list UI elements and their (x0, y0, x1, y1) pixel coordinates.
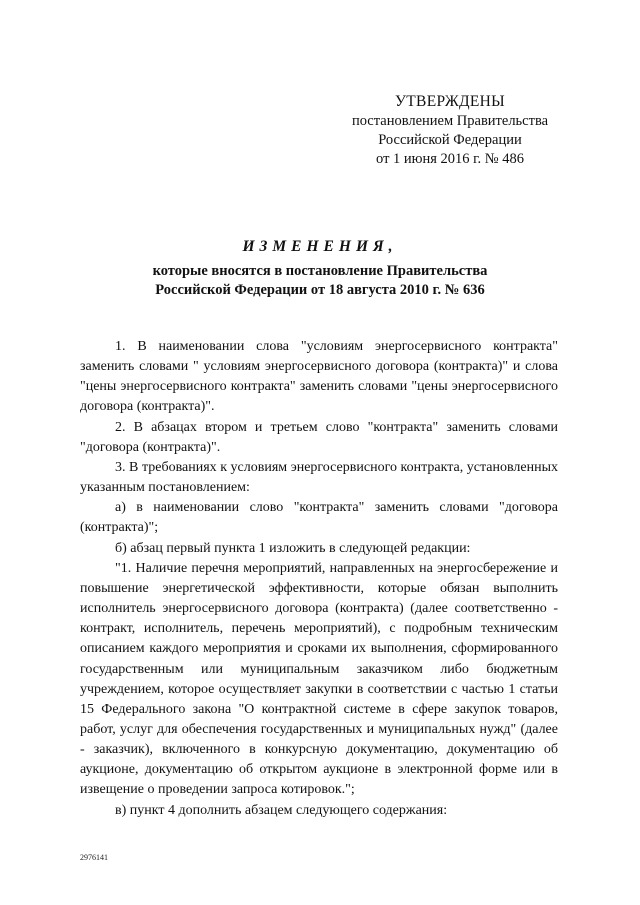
paragraph-3a: а) в наименовании слово "контракта" заменить словами "договора (контракта)"; (80, 500, 558, 536)
approval-heading: УТВЕРЖДЕНЫ (395, 93, 505, 110)
paragraph-2: 2. В абзацах втором и третьем слово "контракта" заменить словами "договора (контракта)". (80, 419, 558, 455)
paragraph-3b: б) абзац первый пункта 1 изложить в следующей редакции: (115, 540, 471, 556)
document-subtitle (0, 262, 640, 300)
approval-line-2: Российской Федерации (378, 132, 522, 148)
document-code: 2976141 (80, 853, 108, 862)
paragraph-3: 3. В требованиях к условиям энергосервисного контракта, установленных указанным постановлением: (80, 459, 558, 496)
approval-block (330, 92, 570, 169)
approval-line-3: от 1 июня 2016 г. № 486 (376, 151, 524, 167)
subtitle-line-2: Российской Федерации от 18 августа 2010 г. № 636 (155, 282, 485, 298)
subtitle-line-1: которые вносятся в постановление Правительства (152, 263, 488, 279)
paragraph-1: 1. В наименовании слова "условиям энергосервисного контракта" заменить словами " условиям энергосервисного договора (контракта)" и слова "цены энергосервисного контракта" заменить словами "цены энергосервисного договора (контракта)". (80, 339, 558, 415)
paragraph-quoted-item-1: "1. Наличие перечня мероприятий, направленных на энергосбережение и повышение энергетической эффективности, которые обязан выполнить исполнитель энергосервисного договора (контракта) (далее соответственно - контракт, исполнитель, перечень мероприятий), с подробным техническим описанием каждого мероприятия и сроками их выполнения, сформированного государственным или муниципальным заказчиком либо бюджетным учреждением, которое осуществляет закупки в соответствии с частью 1 статьи 15 Федерального закона "О контрактной системе в сфере закупок товаров, работ, услуг для обеспечения государственных и муниципальных нужд" (далее - заказчик), включенного в конкурсную документацию, документацию об аукционе, документацию об открытом аукционе в электронной форме или в извещение о проведении запроса котировок."; (80, 560, 558, 798)
document-title: ИЗМЕНЕНИЯ, (242, 238, 398, 255)
paragraph-3v: в) пункт 4 дополнить абзацем следующего содержания: (115, 802, 448, 818)
document-body (80, 337, 558, 821)
approval-line-1: постановлением Правительства (351, 113, 549, 129)
